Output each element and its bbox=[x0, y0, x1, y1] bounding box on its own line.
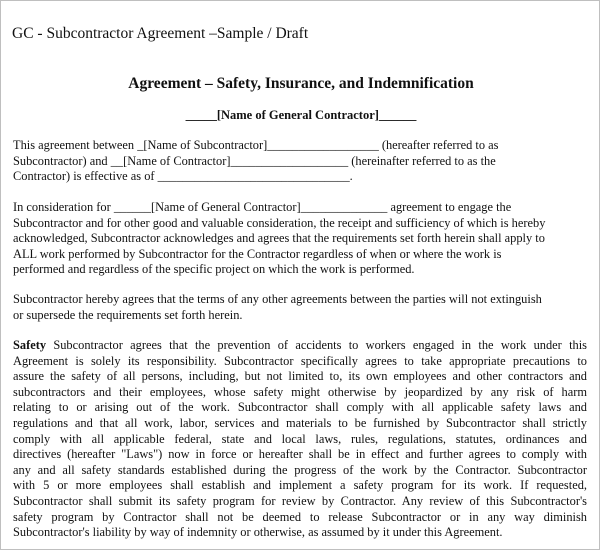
intro-line: This agreement between _[Name of Subcontractor]__________________ (hereafter referred to as bbox=[13, 138, 499, 152]
safety-line: safety program by Contractor shall not be deemed to release Subcontractor or in any way diminish bbox=[13, 509, 587, 524]
safety-line: directives (hereafter "Laws") now in force or hereafter shall be in effect and further agrees to comply with bbox=[13, 447, 587, 462]
intro-line: Contractor) is effective as of _______________________________. bbox=[13, 169, 353, 184]
safety-line: Subcontractor's liability by way of indemnity or otherwise, as assumed by it under this Agreement. bbox=[13, 525, 503, 540]
safety-line: Subcontractor agrees that the prevention of accidents to workers engaged in the work under this bbox=[46, 338, 587, 352]
intro-line: Subcontractor) and __[Name of Contractor]___________________ (hereinafter referred to as the bbox=[13, 153, 496, 168]
safety-heading: Safety bbox=[13, 338, 47, 352]
supersede-line: or supersede the requirements set forth herein. bbox=[13, 307, 243, 322]
safety-line: comply with all applicable federal, state and local laws, rules, regulations, statutes, ordinances and bbox=[13, 431, 587, 446]
safety-line: subcontractors and their employees, whose safety might otherwise by jeopardized by any risk of harm bbox=[13, 384, 587, 399]
consideration-line: In consideration for ______[Name of General Contractor]______________ agreement to engage the bbox=[13, 200, 512, 214]
safety-first-line bbox=[13, 338, 587, 354]
consideration-line: performed and regardless of the specific project on which the work is performed. bbox=[13, 262, 415, 277]
safety-line: assure the safety of all persons, including, but not limited to, its own employees and other contractors and bbox=[13, 369, 587, 384]
document-header: GC - Subcontractor Agreement –Sample / Draft bbox=[12, 25, 309, 42]
intro-paragraph bbox=[13, 138, 587, 185]
consideration-paragraph bbox=[13, 200, 587, 278]
safety-line: Subcontractor shall submit its safety program for review by Contractor. Any review of this Subcontractor's bbox=[13, 493, 587, 508]
supersede-line: Subcontractor hereby agrees that the terms of any other agreements between the parties will not extinguish bbox=[13, 292, 542, 306]
safety-line: regulations and that all work, labor, services and materials to be furnished by Subcontractor shall strictly bbox=[13, 415, 587, 430]
safety-line: any and all safety standards established during the progress of the work by the Contractor. Subcontractor bbox=[13, 462, 587, 477]
general-contractor-name-field: _____[Name of General Contractor]______ bbox=[185, 108, 417, 122]
safety-line: relating to or arising out of the work. Subcontractor shall comply with all applicable safety laws and bbox=[13, 400, 587, 415]
safety-line: Agreement is solely its responsibility. Subcontractor specifically agrees to take appropriate precautions to bbox=[13, 353, 587, 368]
supersede-paragraph bbox=[13, 292, 587, 323]
agreement-title: Agreement – Safety, Insurance, and Indemnification bbox=[128, 75, 474, 92]
safety-line: with 5 or more employees shall establish and implement a safety program for its work. If requested, bbox=[13, 478, 587, 493]
consideration-line: acknowledged, Subcontractor acknowledges and agrees that the requirements set forth herein shall apply to bbox=[13, 231, 545, 246]
safety-paragraph bbox=[13, 338, 587, 541]
consideration-line: Subcontractor and for other good and valuable consideration, the receipt and sufficiency of which is hereby bbox=[13, 215, 546, 230]
consideration-line: ALL work performed by Subcontractor for the Contractor regardless of when or where the work is bbox=[13, 246, 502, 261]
